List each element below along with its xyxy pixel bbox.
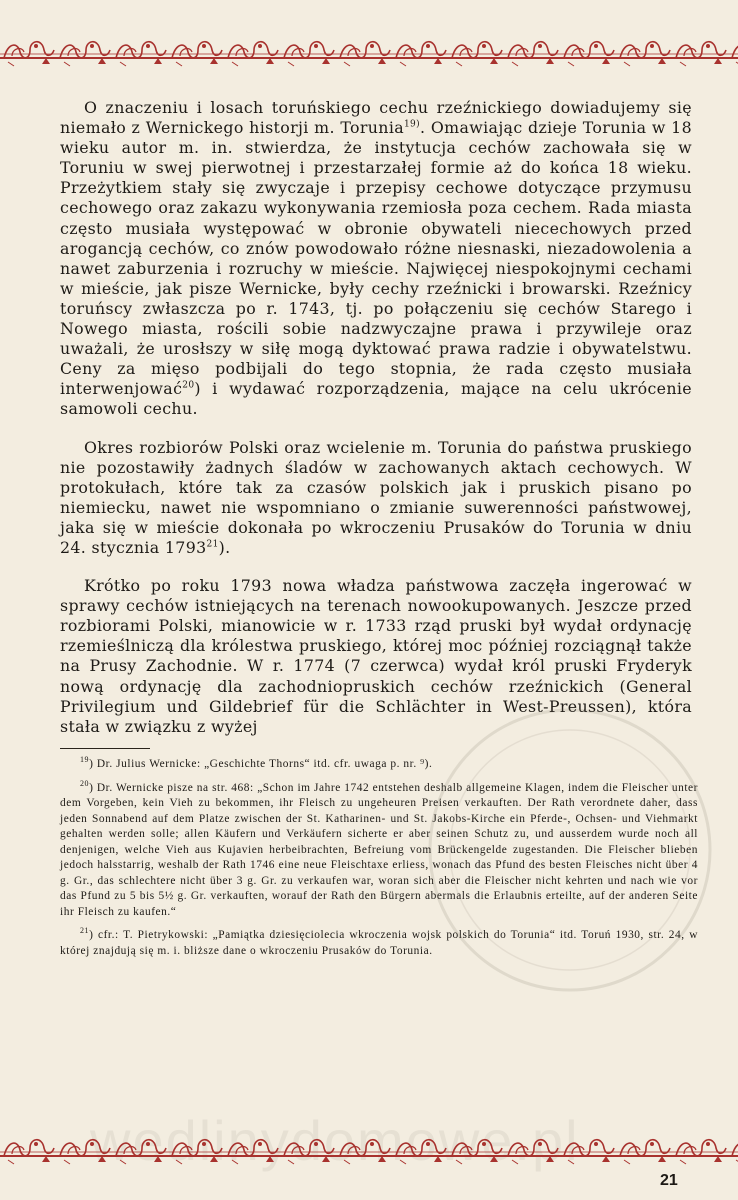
border-ornament-icon: [0, 30, 738, 70]
paragraph-text: Okres rozbiorów Polski oraz wcielenie m. Torunia do państwa pruskiego nie pozostawiły żadnych śladów w zachowanych aktach cechowych. W protokułach, które tak za czasów polskich jak i pruskich pisano po niemiecku, nawet nie wspomniano o zmianie suwerenności państwowej, jaka się w mieście dokonała po wkroczeniu Prusaków do Torunia w dniu 24. stycznia 1793: [60, 437, 692, 557]
paragraph-2: [60, 438, 692, 559]
paragraph-text: Krótko po roku 1793 nowa władza państwowa zaczęła ingerować w sprawy cechów istniejących na terenach nowookupowanych. Jeszcze przed rozbiorami Polski, mianowicie w r. 1733 rząd pruski był wydał ordynację rzemieślniczą dla królestwa pruskiego, której moc później rozciągnął także na Prusy Zachodnie. W r. 1774 (7 czerwca) wydał król pruski Fryderyk nową ordynację dla zachodniopruskich cechów rzeźnickich (General Privilegium und Gildebrief für die Schlächter in West-Preussen), która stała w związku z wyżej: [60, 576, 692, 736]
footnote-21: [60, 928, 698, 959]
footnote-number: 20: [80, 778, 90, 788]
ornamental-border-bottom: [0, 1128, 738, 1168]
footnote-ref: 20: [182, 381, 195, 392]
footnotes: [60, 757, 698, 967]
border-ornament-icon: [0, 1128, 738, 1168]
footnote-divider: [60, 748, 150, 749]
footnote-20: [60, 778, 698, 921]
ornamental-border-top: [0, 30, 738, 70]
footnote-ref: 19): [403, 119, 420, 130]
paragraph-text: Omawiając dzieje Torunia w 18 wieku autor m. in. stwierdza, że instytucja cechów zachowała się w Toruniu w swej pierwotnej i przestarzałej formie aż do końca 18 wieku. Przeżytkiem stały się zwyczaje i przepisy cechowe dotyczące przymusu cechowego oraz zakazu wykonywania rzemiosła poza cechem. Rada miasta często musiała występować w obronie obywateli niecechowych przed arogancją cechów, co znów powodowało różne niesnaski, niezadowolenia a nawet zaburzenia i rozruchy w mieście. Najwięcej niespokojnymi cechami w mieście, jak pisze Wernicke, były cechy rzeźnicki i browarski. Rzeźnicy toruńscy zwłaszcza po r. 1743, tj. po połączeniu się cechów Starego i Nowego miasta, rościli sobie nadzwyczajne prawa i przywileje oraz uważali, że urosłszy w siłę mogą dyktować prawa radzie i obywatelstwu. Ceny za mięso podbijali do tego stopnia, że rada często musiała interwenjować: [60, 118, 692, 399]
footnote-ref: 21: [206, 539, 219, 550]
paragraph-text: O znaczeniu i losach toruńskiego cechu rzeźnickiego dowiadujemy się niemało z Wernickego historji m. Torunia: [60, 98, 692, 138]
paragraph-1: O znaczeniu i losach toruńskiego cechu rzeźnickiego dowiadujemy się niemało z Wernickego historji m. Torunia$^{19)}$. Omawiając dzieje Torunia w 18 wieku autor m. in. stwierdza, że instytucja cechów zachowała się w Toruniu w swej pierwotnej i przestarzałej formie aż do końca 18 wieku. Przeżytkiem stały się zwyczaje i przepisy cechowe dotyczące przymusu cechowego oraz zakazu wykonywania rzemiosła poza cechem. Rada miasta często musiała występować w obronie obywateli niecechowych przed arogancją cechów, co znów powodowało różne niesnaski, niezadowolenia a nawet zaburzenia i rozruchy w mieście. Najwięcej niespokojnymi cechami w mieście, jak pisze Wernicke, były cechy rzeźnicki i browarski. Rzeźnicy toruńscy zwłaszcza po r. 1743, tj. po połączeniu się cechów Starego i Nowego miasta, rościli sobie nadzwyczajne prawa i przywileje oraz uważali, że urosłszy w siłę mogą dyktować prawa radzie i obywatelstwu. Ceny za mięso podbijali do tego stopnia, że rada często musiała interwenjować$^{20}$) i wydawać rozporządzenia, mające na celu ukrócenie samowoli cechu.: [60, 98, 692, 419]
page-number: 21: [660, 1172, 678, 1189]
footnote-text: ) Dr. Wernicke pisze na str. 468: „Schon im Jahre 1742 entstehen deshalb allgemeine Klagen, indem die Fleischer unter dem Vorgeben, kein Vieh zu bekommen, ihr Fleisch zu ungeheuren Preisen verkauften. Der Rath verordnete daher, dass jeden Sonnabend auf dem Platze zwischen der St. Katharinen- und St. Jakobs-Kirche ein Pferde-, Ochsen- und Viehmarkt gehalten werden solle; allen Käufern und Verkäufern sicherte er aber seinen Schutz zu, und ausserdem wurde noch all denjenigen, welche Vieh aus Kujavien herbeibrachten, Befreiung vom Brückengelde zugestanden. Die Fleischer blieben jedoch halsstarrig, weshalb der Rath 1746 eine neue Fleischtaxe erliess, wonach das Pfund des besten Fleisches nicht über 4 g. Gr., das schlechtere nicht über 3 g. Gr. zu verkaufen war, woran sich aber die Fleischer nicht kehrten und nach wie vor das Pfund zu 5 bis 5½ g. Gr. verkauften, worauf der Rath den Bürgern abermals die Erlaubnis erteilte, auf der anderen Seite ihr Fleisch zu kaufen.“: [60, 781, 698, 918]
footnote-number: 19: [80, 755, 90, 765]
paragraph-text: ) i wydawać rozporządzenia, mające na celu ukrócenie samowoli cechu.: [60, 379, 692, 419]
footnote-text: ) cfr.: T. Pietrykowski: „Pamiątka dziesięciolecia wkroczenia wojsk polskich do Torunia“ itd. Toruń 1930, str. 24, w której znajdują się m. i. bliższe dane o wkroczeniu Prusaków do Torunia.: [60, 929, 698, 957]
footnote-text: ) Dr. Julius Wernicke: „Geschichte Thorns“ itd. cfr. uwaga p. nr. ⁹).: [89, 758, 433, 770]
footnote-number: 21: [80, 926, 90, 936]
main-text: [60, 98, 692, 755]
paragraph-text: ).: [218, 537, 231, 557]
footnote-19: [60, 757, 698, 773]
paragraph-3: [60, 576, 692, 737]
